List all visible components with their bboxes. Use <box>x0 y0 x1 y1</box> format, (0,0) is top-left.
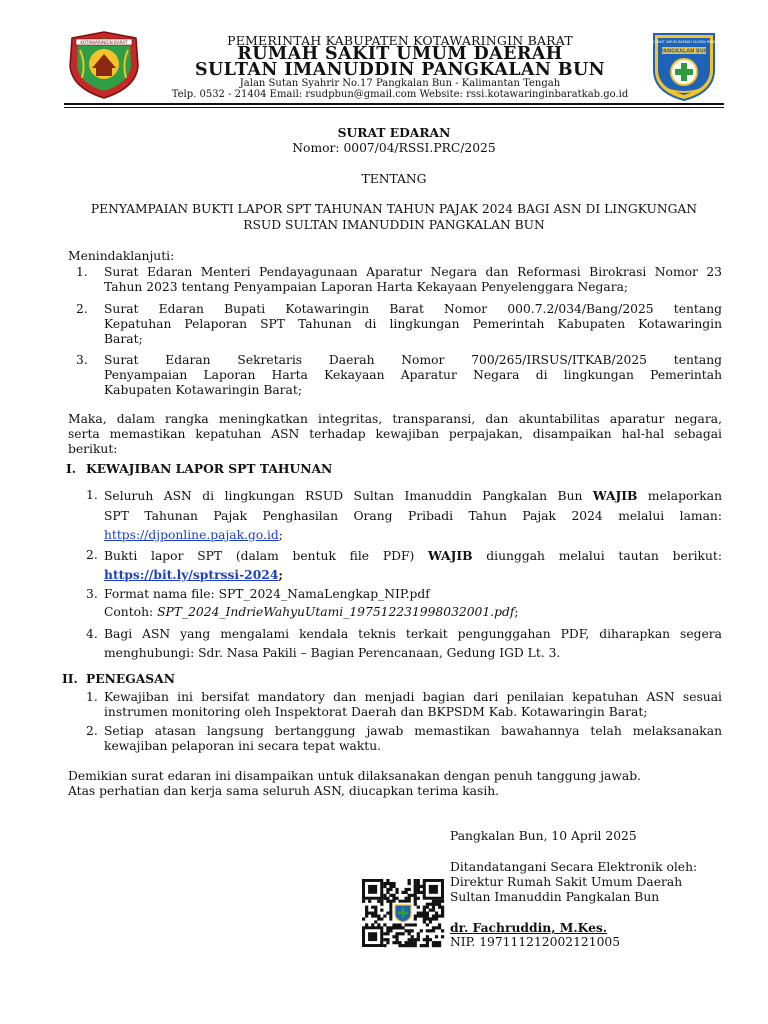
signer-nip: NIP. 197111212002121005 <box>450 935 621 949</box>
reference-label: Menindaklanjuti: <box>68 249 175 263</box>
reference-item-text: Barat; <box>104 332 143 346</box>
reference-number: 2. <box>76 302 88 316</box>
letterhead-rule-thick <box>64 103 724 105</box>
reference-item-text: Surat Edaran Bupati Kotawaringin Barat Nomor 000.7.2/034/Bang/2025 tentang <box>104 302 722 316</box>
intro-paragraph-line: Maka, dalam rangka meningkatkan integritas, transparansi, dan akuntabilitas aparatur negara, <box>68 412 722 426</box>
obligation-item-text: Bagi ASN yang mengalami kendala teknis terkait pengunggahan PDF, diharapkan segera <box>104 627 722 641</box>
upload-link[interactable]: https://bit.ly/sptrssi-2024 <box>104 567 279 582</box>
emphasis-item-text: kewajiban pelaporan ini secara tepat waktu. <box>104 739 382 753</box>
emphasis-item-text: Kewajiban ini bersifat mandatory dan menjadi bagian dari penilaian kepatuhan ASN sesuai <box>104 690 722 704</box>
obligation-item-text: menghubungi: Sdr. Nasa Pakili – Bagian Perencanaan, Gedung IGD Lt. 3. <box>104 646 561 660</box>
qr-code-icon <box>362 879 444 947</box>
closing-line: Demikian surat edaran ini disampaikan untuk dilaksanakan dengan penuh tanggung jawab. <box>68 769 641 783</box>
emphasis-number: 1. <box>86 690 98 704</box>
reference-number: 3. <box>76 353 88 367</box>
hospital-logo-text-mid: PANGKALAN BUN <box>659 48 709 55</box>
reference-item-text: Kepatuhan Pelaporan SPT Tahunan di lingkungan Pemerintah Kabupaten Kotawaringin <box>104 317 722 331</box>
obligation-item-text: Contoh: SPT_2024_IndrieWahyuUtami_197512231998032001.pdf; <box>104 605 519 619</box>
wajib-emphasis: WAJIB <box>428 548 473 563</box>
letter-subject-line2: RSUD SULTAN IMANUDDIN PANGKALAN BUN <box>243 218 545 232</box>
emphasis-item-text: instrumen monitoring oleh Inspektorat Daerah dan BKPSDM Kab. Kotawaringin Barat; <box>104 705 648 719</box>
signer-name: dr. Fachruddin, M.Kes. <box>450 920 608 935</box>
reference-item-text: Tahun 2023 tentang Penyampaian Laporan Harta Kekayaan Penyelenggara Negara; <box>104 280 629 294</box>
obligation-item-text: https://djponline.pajak.go.id; <box>104 528 283 542</box>
letter-subject-line1: PENYAMPAIAN BUKTI LAPOR SPT TAHUNAN TAHUN PAJAK 2024 BAGI ASN DI LINGKUNGAN <box>90 202 698 216</box>
intro-paragraph-line: berikut: <box>68 442 118 456</box>
reference-item-text: Surat Edaran Menteri Pendayagunaan Aparatur Negara dan Reformasi Birokrasi Nomor 23 <box>104 265 722 279</box>
obligation-item-text: Format nama file: SPT_2024_NamaLengkap_NIP.pdf <box>104 587 430 601</box>
letterhead-address: Jalan Sutan Syahrir No.17 Pangkalan Bun - Kalimantan Tengah <box>239 78 561 89</box>
obligation-number: 1. <box>86 488 98 502</box>
electronic-signature-note: Ditandatangani Secara Elektronik oleh: <box>450 860 698 874</box>
qr-center-emblem <box>392 903 413 924</box>
letterhead-hospital-name-line1: RUMAH SAKIT UMUM DAERAH <box>237 44 563 64</box>
reference-number: 1. <box>76 265 88 279</box>
hospital-logo-text-top: RUMAH SAKIT UMUM DAERAH SULTAN IMANUDDIN <box>641 40 727 44</box>
letterhead-government: PEMERINTAH KABUPATEN KOTAWARINGIN BARAT <box>227 33 573 48</box>
letterhead-contact: Telp. 0532 - 21404 Email: rsudpbun@gmail.com Website: rssi.kotawaringinbaratkab.go.id <box>171 89 629 100</box>
obligation-number: 2. <box>86 548 98 562</box>
reference-item-text: Surat Edaran Sekretaris Daerah Nomor 700/265/IRSUS/ITKAB/2025 tentang <box>104 353 722 367</box>
closing-line: Atas perhatian dan kerja sama seluruh ASN, diucapkan terima kasih. <box>68 784 500 798</box>
reference-item-text: Kabupaten Kotawaringin Barat; <box>104 383 302 397</box>
reference-item-text: Penyampaian Laporan Harta Kekayaan Aparatur Negara di lingkungan Pemerintah <box>104 368 722 382</box>
obligation-item-text: Seluruh ASN di lingkungan RSUD Sultan Imanuddin Pangkalan Bun WAJIB melaporkan <box>104 488 722 503</box>
obligation-item-text: Bukti lapor SPT (dalam bentuk file PDF) WAJIB diunggah melalui tautan berikut: <box>104 548 722 563</box>
obligation-number: 4. <box>86 627 98 641</box>
letter-tentang: TENTANG <box>361 172 427 186</box>
place-date: Pangkalan Bun, 10 April 2025 <box>450 829 637 843</box>
emphasis-item-text: Setiap atasan langsung bertanggung jawab memastikan bawahannya telah melaksanakan <box>104 724 722 738</box>
section-title: PENEGASAN <box>86 671 175 686</box>
section-number: II. <box>62 671 78 686</box>
letter-number: Nomor: 0007/04/RSSI.PRC/2025 <box>292 141 496 155</box>
letterhead-rule-thin <box>64 107 724 108</box>
wajib-emphasis: WAJIB <box>592 488 638 503</box>
section-number: I. <box>66 461 77 476</box>
filename-example: SPT_2024_IndrieWahyuUtami_197512231998032001.pdf <box>157 605 515 619</box>
regency-emblem-icon <box>66 30 142 100</box>
intro-paragraph-line: serta memastikan kepatuhan ASN terhadap kewajiban perpajakan, disampaikan hal-hal sebagai <box>68 427 722 441</box>
hospital-emblem-icon <box>641 30 727 102</box>
obligation-item-text: https://bit.ly/sptrssi-2024; <box>104 567 283 582</box>
obligation-item-text: SPT Tahunan Pajak Penghasilan Orang Pribadi Tahun Pajak 2024 melalui laman: <box>104 509 722 523</box>
emblem-text: KOTAWARINGIN BARAT <box>80 40 128 45</box>
obligation-number: 3. <box>86 587 98 601</box>
djponline-link[interactable]: https://djponline.pajak.go.id <box>104 528 279 542</box>
letterhead-hospital-name-line2: SULTAN IMANUDDIN PANGKALAN BUN <box>194 60 606 80</box>
signer-position: Direktur Rumah Sakit Umum Daerah <box>450 875 683 889</box>
emphasis-number: 2. <box>86 724 98 738</box>
signer-position: Sultan Imanuddin Pangkalan Bun <box>450 890 660 904</box>
section-title: KEWAJIBAN LAPOR SPT TAHUNAN <box>86 461 333 476</box>
letter-title: SURAT EDARAN <box>337 125 451 140</box>
